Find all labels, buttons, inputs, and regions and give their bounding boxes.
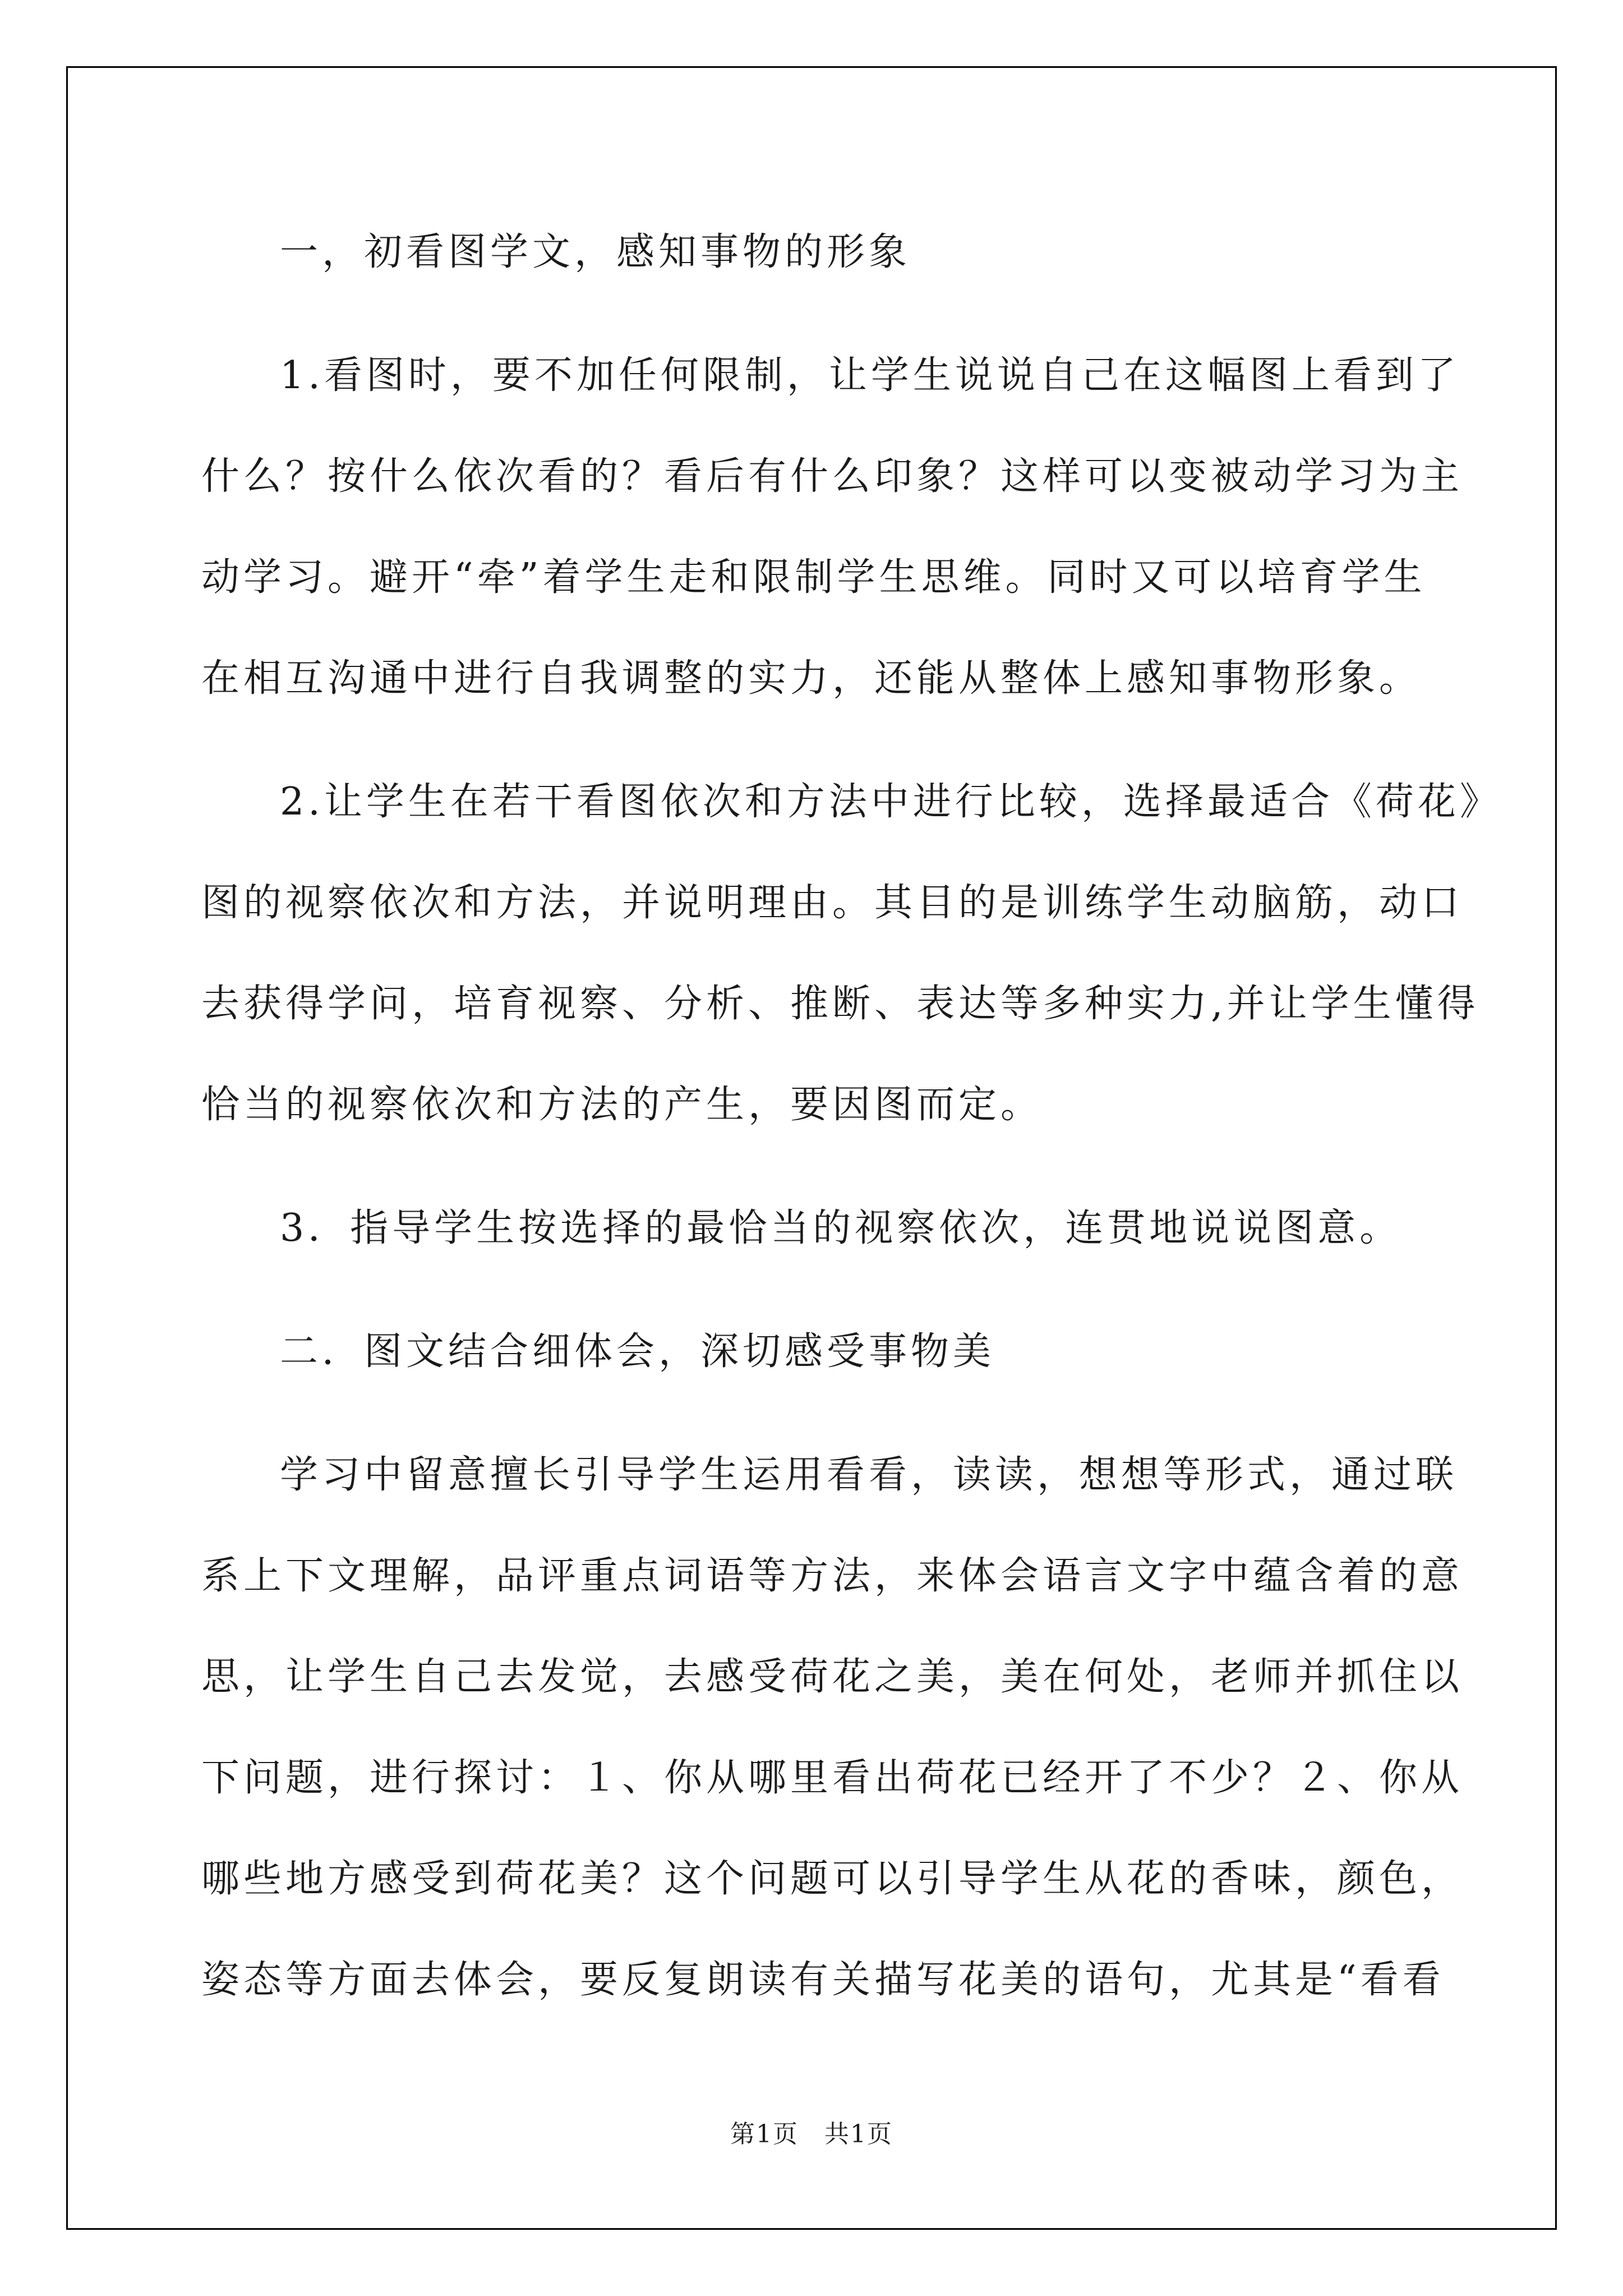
text-line: 1.看图时，要不加任何限制，让学生说说自己在这幅图上看到了 bbox=[280, 353, 1460, 398]
paragraph-section-two-body bbox=[201, 1425, 1464, 2031]
text-line: 在相互沟通中进行自我调整的实力，还能从整体上感知事物形象。 bbox=[201, 656, 1422, 701]
paragraph-item-3 bbox=[201, 1178, 1430, 1279]
document-body bbox=[201, 202, 1502, 2053]
text-line: 哪些地方感受到荷花美？这个问题可以引导学生从花的香味，颜色， bbox=[201, 1857, 1464, 1901]
text-line: 2.让学生在若干看图依次和方法中进行比较，选择最适合《荷花》 bbox=[280, 780, 1502, 824]
text-line: 下问题，进行探讨：１、你从哪里看出荷花已经开了不少？２、你从 bbox=[201, 1756, 1464, 1800]
heading-section-two bbox=[201, 1301, 1430, 1402]
text-line: 动学习。避开“牵”着学生走和限制学生思维。同时又可以培育学生 bbox=[201, 555, 1426, 600]
text-line: 姿态等方面去体会，要反复朗读有关描写花美的语句，尤其是“看看 bbox=[201, 1958, 1445, 2002]
text-line: 一，初看图学文，感知事物的形象 bbox=[280, 230, 911, 274]
text-line: 恰当的视察依次和方法的产生，要因图而定。 bbox=[201, 1083, 1043, 1127]
text-line: 思，让学生自己去发觉，去感受荷花之美，美在何处，老师并抓住以 bbox=[201, 1655, 1464, 1699]
paragraph-item-2 bbox=[201, 752, 1502, 1156]
text-line: 3．指导学生按选择的最恰当的视察依次，连贯地说说图意。 bbox=[280, 1206, 1402, 1250]
text-line: 图的视察依次和方法，并说明理由。其目的是训练学生动脑筋，动口 bbox=[201, 881, 1464, 925]
text-line: 什么？按什么依次看的？看后有什么印象？这样可以变被动学习为主 bbox=[201, 454, 1464, 499]
paragraph-item-1 bbox=[201, 325, 1464, 729]
text-line: 系上下文理解，品评重点词语等方法，来体会语言文字中蕴含着的意 bbox=[201, 1554, 1464, 1598]
text-line: 二．图文结合细体会，深切感受事物美 bbox=[280, 1329, 995, 1374]
heading-section-one bbox=[201, 202, 1430, 303]
text-line: 学习中留意擅长引导学生运用看看，读读，想想等形式，通过联 bbox=[280, 1453, 1458, 1497]
text-line: 去获得学问，培育视察、分析、推断、表达等多种实力,并让学生懂得 bbox=[201, 982, 1479, 1026]
page-number-footer: 第1页 共1页 bbox=[730, 2120, 893, 2148]
